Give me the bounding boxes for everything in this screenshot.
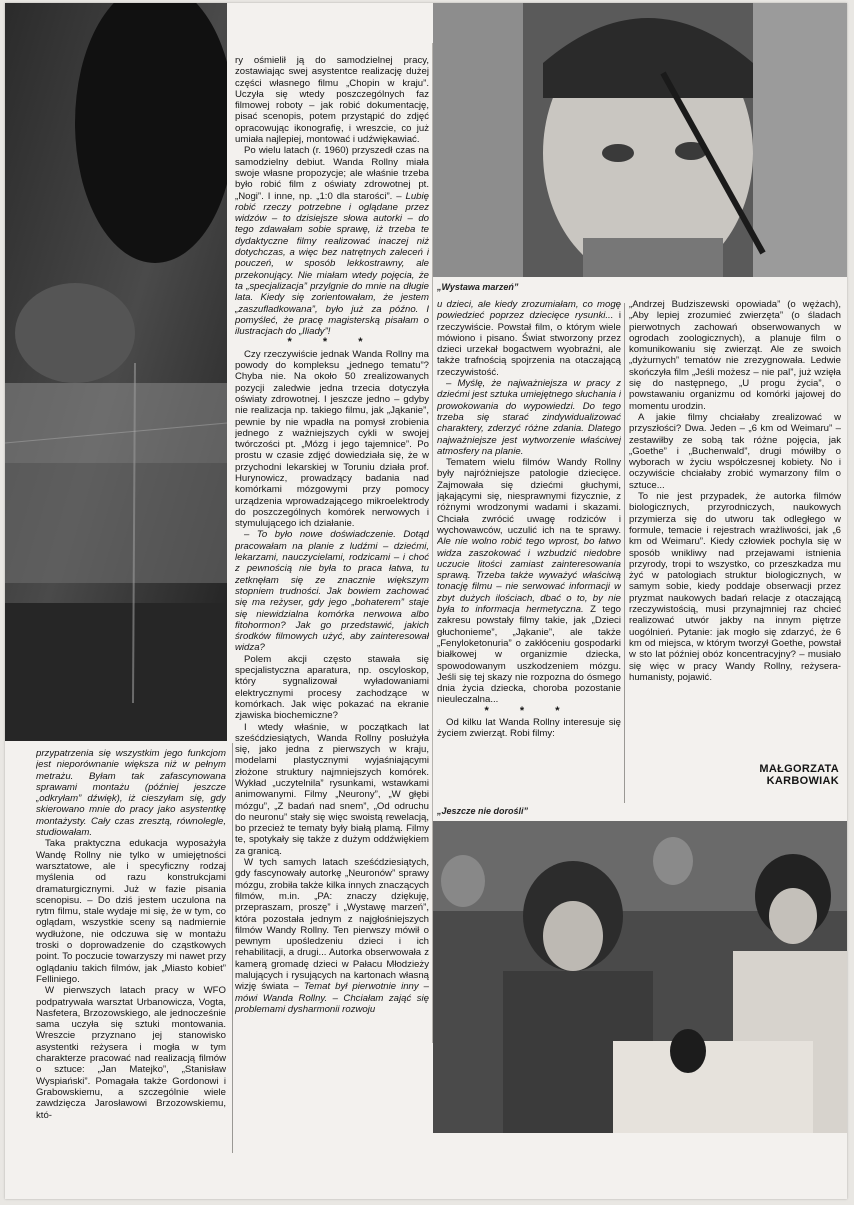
paragraph: Czy rzeczywiście jednak Wanda Rollny ma powody do kompleksu „jednego tematu”? Chyba nie. Na około 50 zrealizowanych pozycji zaledwie jedna trzecia dotyczyła oświaty zdrowotnej. I jeszcze jedno – gdyby nie realizacja np. takiego filmu, jak „Jąkanie”, pewnie by nie wpadła na pomysł zrobienia jednego z ważniejszych cykli w swojej twórczości pt. „Mózg i jego tajemnice”. Po prostu w czasie zdjęć dowiedziała się, że w przychodni lekarskiej w Toruniu działa prof. Hurynowicz, prowadzący badania nad komórkami mózgowymi przy pomocy urządzenia wprowadzającego mikroelektrody do poszczególnych komórek nerwowych i stymulującego ich działanie.: [235, 348, 429, 530]
quote-text: Temat był pierwotnie inny – mówi Wanda Rollny. – Chciałam zająć się problemami dysharmonii rozwoju: [235, 981, 429, 1015]
magazine-page: [5, 3, 847, 1199]
photo-top-right: [433, 3, 847, 277]
paragraph: ry ośmielił ją do samodzielnej pracy, zostawiając swej asystentce realizację dużej części własnego filmu „Chopin w kraju”. Uczyła się wtedy poszczególnych faz filmowej roboty – jak robić dokumentację, pisać scenopis, potem przystąpić do zdjęć opracowując ikonografię, i wreszcie, co już umiała najlepiej, montować i udźwiękawiać.: [235, 55, 429, 146]
column-1: [36, 748, 226, 1148]
column-2: [235, 55, 429, 1149]
paragraph: przypatrzenia się wszystkim jego funkcjom jest nieporównanie większa niż w pełnym metrażu. Byłam tak zafascynowana sprawami montażu (później jeszcze „odkryłam” dźwięk), iż cieszyłam się, gdy skierowano mnie do pracy jako asystentkę montażysty. Cały czas zresztą, równolegle, studiowałam.: [36, 748, 226, 839]
section-divider-stars: * * *: [287, 336, 377, 349]
paragraph: „Andrzej Budziszewski opowiada” (o wężach), „Aby lepiej zrozumieć zwierzęta” (o śladach pierwotnych zachowań obserwowanych w ogrodach zoologicznych), a planuje film o komunikowaniu się zwierząt. Ale ze swoich „dyżurnych” tematów nie zrezygnowała. Ledwie skończyła film „Jeśli możesz – nie pal”, już wzięła się do następnego, „U progu życia”, o powstawaniu organizmu od komórki jajowej do momentu urodzin.: [629, 299, 841, 412]
quote-text: u dzieci, ale kiedy zrozumiałam, co mogę powiedzieć poprzez dziecięce rysunki...: [437, 299, 621, 322]
photo-top-left: [5, 3, 227, 741]
paragraph-text: i rzeczywiście. Powstał film, o którym wiele mówiono i pisano. Świat stworzony przez dzieci urzekał bogactwem wyobraźni, ale także trafnością spojrzenia na otaczającą rzeczywistość.: [437, 310, 621, 378]
paragraph: Taka praktyczna edukacja wyposażyła Wandę Rollny nie tylko w umiejętności warsztatowe, ale i specyficzny rodzaj myślenia od razu konstrukcjami dramaturgicznymi. Już w fazie pisania scenopisu. – Do dziś jestem uczulona na rytm filmu, stale wydaje mi się, że w tym, co oglądam, wszystkie sceny są nadmiernie wydłużone, nie odczuwa się w montażu troski o doprowadzenie do cząstkowych point. To poczucie towarzyszy mi nawet przy oglądaniu takich filmów, jak „Miasto kobiet” Felliniego.: [36, 838, 226, 985]
paragraph: [437, 378, 621, 457]
paragraph: A jakie filmy chciałaby zrealizować w przyszłości? Dwa. Jeden – „6 km od Weimaru” – zestawiłby ze sobą tak różne pojęcia, jak „Goethe” i „Buchenwald”, drugi mówiłby o wyborach w życiu współczesnej kobiety. No i oczywiście chciałaby zrobić wymarzony film o sztuce...: [629, 411, 841, 491]
section-divider-stars: * * *: [484, 704, 574, 717]
paragraph: [235, 145, 429, 337]
caption-photo-top-right: „Wystawa marzeń”: [437, 282, 519, 292]
photo-top-left-image: [5, 3, 227, 741]
column-3: [437, 299, 621, 797]
quote-text: – To było nowe doświadczenie. Dotąd pracowałam na planie z ludźmi – dziećmi, lekarzami, nauczycielami, rodzicami – i choć z pewnością nie była to praca łatwa, tu zetknęłam się ze znacznie większym stopniem trudności. Jak bowiem zachować się ma reżyser, gdy jego „bohaterem” staje się niewidzialna komórka nerwowa albo fitohormon? Jak go przedstawić, jakich środków filmowych użyć, aby zainteresował widza?: [235, 529, 429, 654]
column-rule: [432, 43, 433, 1043]
paragraph: W pierwszych latach pracy w WFO podpatrywała warsztat Urbanowicza, Vogta, Nasfetera, Brzozowskiego, ale jednocześnie sama uczyła się sztuki montowania. Wreszcie przyznano jej stanowisko asystentki reżysera i mogła w tym charakterze pracować nad realizacją filmów o sztuce: „Jan Matejko”, „Stanisław Wyspiański”. Pomagała także Gordonowi i Grabowskiemu, a szczególnie wiele zawdzięcza Jarosławowi Brzozowskiemu, któ-: [36, 985, 226, 1121]
paragraph: To nie jest przypadek, że autorka filmów biologicznych, przyrodniczych, naukowych przymierza się do utworu tak odległego w formule, temacie i rejestrach wrażliwości, jak „6 km od Weimaru”. Kiedy człowiek pochyla się w sposób wnikliwy nad przejawami istnienia przyrody, tropi to wszystko, co przeszkadza mu żyć w patologiach struktur biologicznych, w samym sobie, kiedy poddaje obserwacji przez pryzmat naukowych badań relacje z otaczającą rzeczywistością, musi przynajmniej raz chcieć realizować utwór jakby na innym piętrze uogólnień. Pytanie: jak mogło się zdarzyć, że 6 km od miejsca, w którym tworzył Goethe, powstał w sto lat później obóz koncentracyjny? – musiało się więc w pracy Wandy Rollny, reżysera-humanisty, pojawić.: [629, 491, 841, 683]
photo-top-right-image: [433, 3, 847, 277]
paragraph: [437, 299, 621, 378]
author-byline: [759, 763, 839, 787]
paragraph: [235, 857, 429, 1015]
column-rule: [232, 743, 233, 1153]
paragraph-text: Po wielu latach (r. 1960) przyszedł czas na samodzielny debiut. Wanda Rollny miała swoje własne propozycje; ale właśnie trzeba było robić film z oświaty zdrowotnej pt. „Nogi”. I inne, np. „1:0 dla starości”. –: [235, 145, 429, 202]
photo-bottom-right: [433, 821, 847, 1133]
author-last-name: KARBOWIAK: [766, 775, 839, 787]
column-4: [629, 299, 841, 761]
paragraph: [235, 529, 429, 653]
paragraph-text: W tych samych latach sześćdziesiątych, gdy fascynowały autorkę „Neuronów” sprawy mózgu, zrobiła także kilka innych znaczących filmów, m.in. „PA: znaczy dziękuję, przepraszam, proszę” i „Wystawę marzeń”, która pozostała jednym z najgłośniejszych filmów Wandy Rollny. Ten pierwszy mówił o pewnym upośledzeniu dzieci i ich rehabilitacji, a drugi... Autorka obserwowała z kamerą gromadę dzieci w Pałacu Młodzieży malujących i rysujących na kartonach własną wizję świata –: [235, 857, 429, 993]
paragraph: Od kilku lat Wanda Rollny interesuje się życiem zwierząt. Robi filmy:: [437, 716, 621, 740]
caption-photo-bottom-right: „Jeszcze nie dorośli”: [437, 806, 529, 816]
quote-text: – Myślę, że najważniejsza w pracy z dziećmi jest sztuka umiejętnego słuchania i prowokowania do wypowiedzi. Do tego trzeba się starać zindywidualizować charaktery, zderzyć różne zdania. Dlatego najważniejsze jest wytworzenie właściwej atmosfery na planie.: [437, 378, 621, 457]
paragraph: Polem akcji często stawała się specjalistyczna aparatura, np. oscyloskop, który sygnalizował wyładowaniami elektrycznymi procesy zachodzące w komórkach. Jak więc pokazać na ekranie zjawiska biochemiczne?: [235, 653, 429, 722]
column-rule: [624, 303, 625, 803]
quote-text: Lubię robić rzeczy potrzebne i oglądane przez widzów – to dzisiejsze słowa autorki – do tego zdawałam sobie sprawę, iż trzeba te dydaktyczne filmy realizować inaczej niż dotychczas, a więc bez natrętnych zaleceń i pouczeń, w sposób lekkostrawny, ale przekonujący. Nie miałam wtedy pojęcia, że ta „specjalizacja” przylgnie do mnie na długie lata. Kiedy się zorientowałam, że jestem „zaszufladkowana”, było już za późno. I pomyśleć, że pracę magisterską pisałam o ilustracjach do „Iliady”!: [235, 190, 429, 338]
author-first-name: MAŁGORZATA: [759, 763, 839, 775]
paragraph-text: Tematem wielu filmów Wandy Rollny były najróżniejsze patologie dziecięce. Zajmowała się dziećmi głuchymi, jąkającymi się, niesprawnymi fizycznie, z różnymi wrodzonymi wadami i skazami. Chciała zwrócić uwagę rodziców i wychowawców, uczulić ich na te sprawy.: [437, 457, 621, 536]
paragraph: [437, 457, 621, 706]
photo-bottom-right-image: [433, 821, 847, 1133]
quote-text: Ale nie wolno robić tego wprost, bo łatwo widza zaszokować i wzbudzić niedobre uczucie litości zamiast zainteresowania sprawą. Trzeba także wyważyć właściwą tonację filmu – nie serwować informacji w zbyt dużych ilościach, dbać o to, by nie była to informacja hermetyczna.: [437, 536, 621, 616]
paragraph-text: Z tego zakresu powstały filmy takie, jak „Dzieci głuchonieme”, „Jąkanie”, ale także „Fenyloketonuria” o zakłóceniu gospodarki białkowej w organizmie dziecka, spowodowanym uszkodzeniem mózgu. Jeśli się tej skazy nie rozpozna do ósmego dnia życia dziecka, choroba pozostanie nieuleczalna...: [437, 604, 621, 706]
paragraph: I wtedy właśnie, w początkach lat sześćdziesiątych, Wanda Rollny posłużyła się, jako jedna z pierwszych w kraju, modelami plastycznymi wyjaśniającymi złożone struktury najmniejszych komórek. Wykład „uczytelnila” rysunkami, wstawkami animowanymi. Filmy „Neurony”, „W głębi mózgu”, „Z badań nad snem”, „Od odruchu do neuronu” stały się więc swoistą rewelacją, bo przecież te tematy były białą plamą. Filmy te, spotykały się także z dużym oddźwiękiem za granicą.: [235, 721, 429, 857]
